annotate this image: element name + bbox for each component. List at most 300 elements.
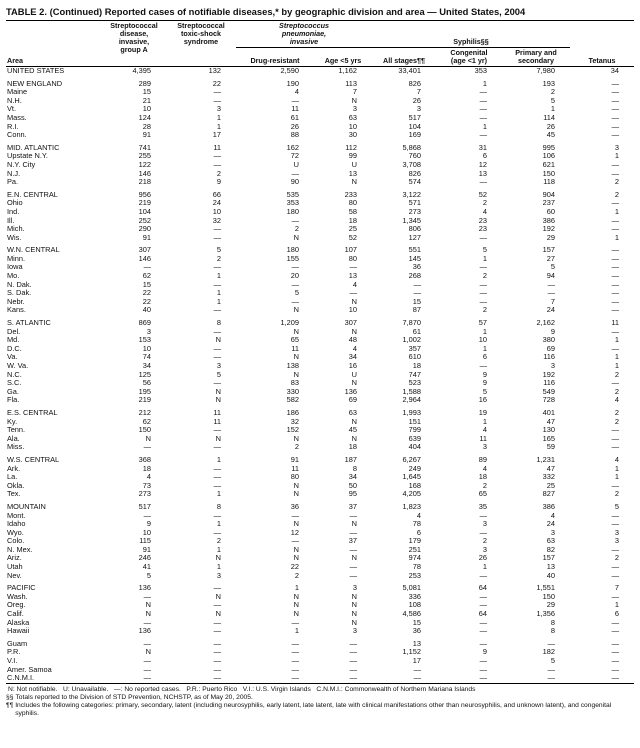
value-cell: 353	[286, 199, 299, 208]
value-cell: 1,231	[536, 455, 556, 464]
header-line: Streptococcal	[110, 21, 158, 30]
value-cell: 237	[542, 199, 556, 208]
value-cell: 18	[478, 473, 487, 482]
value-cell: —	[611, 481, 620, 490]
area-cell: Mo.	[7, 272, 20, 281]
value-cell: 125	[138, 370, 151, 379]
value-cell: 1	[216, 563, 221, 572]
value-cell: —	[143, 674, 151, 683]
value-cell: 1	[216, 289, 221, 298]
value-cell: 11	[291, 105, 299, 114]
value-cell: 1	[482, 563, 487, 572]
value-cell: 11	[213, 143, 221, 152]
area-cell: Wash.	[7, 592, 28, 601]
value-cell: 1	[614, 152, 620, 161]
value-cell: 64	[478, 584, 487, 593]
value-cell: —	[213, 584, 221, 593]
table-row	[6, 640, 634, 649]
header-drug-resistant: Drug-resistant	[236, 48, 314, 67]
value-cell: 799	[408, 426, 421, 435]
value-cell: 9	[216, 178, 221, 187]
area-cell: D.C.	[7, 344, 22, 353]
value-cell: 114	[543, 113, 556, 122]
area-cell: Iowa	[7, 263, 23, 272]
value-cell: 179	[408, 537, 421, 546]
value-cell: —	[213, 601, 221, 610]
value-cell: N	[351, 96, 357, 105]
value-cell: 146	[138, 169, 151, 178]
table-row	[6, 409, 634, 418]
value-cell: 2,162	[536, 319, 556, 328]
value-cell: 27	[546, 254, 556, 263]
value-cell: —	[611, 246, 620, 255]
value-cell: 150	[542, 169, 556, 178]
value-cell: —	[611, 199, 620, 208]
value-cell: —	[547, 639, 556, 648]
value-cell: —	[611, 79, 620, 88]
value-cell: 10	[142, 344, 151, 353]
area-cell: PACIFIC	[7, 584, 36, 593]
area-cell: MOUNTAIN	[7, 502, 46, 511]
value-cell: 63	[348, 113, 357, 122]
table-row	[6, 627, 634, 636]
value-cell: N	[293, 610, 299, 619]
value-cell: 8	[216, 319, 221, 328]
value-cell: 45	[546, 131, 556, 140]
value-cell: 10	[212, 207, 221, 216]
value-cell: 1	[294, 627, 299, 636]
notifiable-diseases-table	[6, 20, 634, 684]
value-cell: 386	[542, 502, 556, 511]
value-cell: 1,002	[402, 336, 421, 345]
value-cell: 3	[482, 545, 487, 554]
value-cell: —	[213, 327, 221, 336]
value-cell: 11	[291, 344, 299, 353]
area-cell: Tex.	[7, 490, 21, 499]
value-cell: 5	[550, 263, 556, 272]
value-cell: 8	[216, 502, 221, 511]
value-cell: 3	[614, 143, 620, 152]
value-cell: 1,209	[280, 319, 299, 328]
value-cell: —	[611, 289, 620, 298]
value-cell: 66	[212, 190, 221, 199]
table-row	[6, 473, 634, 482]
value-cell: —	[291, 657, 299, 665]
value-cell: 571	[408, 199, 421, 208]
value-cell: N	[293, 434, 299, 443]
value-cell: 523	[408, 379, 421, 388]
area-cell: NEW ENGLAND	[7, 79, 63, 88]
value-cell: —	[349, 639, 357, 648]
value-cell: 24	[212, 199, 221, 208]
value-cell: —	[547, 674, 556, 683]
value-cell: 157	[542, 246, 556, 255]
value-cell: 3	[614, 528, 620, 537]
value-cell: 5	[216, 246, 221, 255]
value-cell: 180	[286, 207, 299, 216]
value-cell: 74	[142, 353, 151, 362]
value-cell: 9	[482, 379, 487, 388]
value-cell: 574	[408, 178, 421, 187]
area-cell: Utah	[7, 563, 23, 572]
footnote-marker: §§	[6, 693, 14, 701]
value-cell: 728	[542, 396, 556, 405]
table-row	[6, 537, 634, 546]
value-cell: N	[293, 370, 299, 379]
value-cell: 37	[348, 537, 357, 546]
value-cell: —	[611, 225, 620, 234]
value-cell: 1	[614, 464, 620, 473]
area-cell: UNITED STATES	[7, 66, 65, 75]
value-cell: 13	[348, 169, 357, 178]
value-cell: 2	[482, 199, 487, 208]
table-row	[6, 178, 634, 187]
value-cell: N	[293, 554, 299, 563]
value-cell: 741	[138, 143, 151, 152]
value-cell: —	[291, 665, 299, 674]
value-cell: —	[349, 528, 357, 537]
value-cell: 91	[142, 233, 151, 242]
value-cell: 162	[286, 143, 299, 152]
value-cell: 253	[408, 571, 421, 580]
area-cell: Hawaii	[7, 627, 30, 636]
area-cell: Wis.	[7, 233, 22, 242]
value-cell: 2	[294, 443, 299, 452]
header-strep-toxic-shock	[166, 21, 236, 67]
value-cell: —	[479, 131, 487, 140]
header-line: toxic-shock	[181, 29, 221, 38]
table-row	[6, 234, 634, 243]
value-cell: N	[145, 648, 151, 657]
value-cell: 4,586	[402, 610, 421, 619]
area-cell: E.S. CENTRAL	[7, 408, 58, 417]
value-cell: 91	[142, 131, 151, 140]
table-row	[6, 161, 634, 170]
area-cell: Upstate N.Y.	[7, 152, 48, 161]
value-cell: 4	[550, 511, 556, 520]
value-cell: —	[213, 263, 221, 272]
header-line: Congenital	[450, 48, 488, 57]
value-cell: —	[611, 216, 620, 225]
area-cell: E.N. CENTRAL	[7, 190, 58, 199]
value-cell: 621	[542, 160, 556, 169]
footnote-text: Includes the following categories: primary, secondary, latent (including neurosyphilis, early latent, late latent, late with clinical manifestations other than neurosyphilis, and unknown latent), and congenital syphilis.	[15, 701, 614, 717]
area-cell: Ohio	[7, 199, 23, 208]
header-line: Streptococcus	[279, 21, 329, 30]
value-cell: 31	[478, 143, 487, 152]
value-cell: —	[213, 511, 221, 520]
footnote-abbreviations	[6, 686, 634, 694]
area-cell: Maine	[7, 88, 28, 97]
value-cell: —	[611, 592, 620, 601]
value-cell: 17	[412, 657, 421, 665]
value-cell: N	[215, 336, 221, 345]
value-cell: —	[611, 426, 620, 435]
value-cell: 8	[550, 627, 556, 636]
value-cell: —	[213, 639, 221, 648]
table-row	[6, 435, 634, 444]
value-cell: 13	[348, 272, 357, 281]
header-area: Area	[6, 21, 102, 67]
value-cell: 212	[138, 408, 151, 417]
value-cell: 2	[614, 370, 620, 379]
table-row	[6, 503, 634, 512]
value-cell: 2	[216, 169, 221, 178]
value-cell: 60	[546, 207, 556, 216]
value-cell: 1	[614, 336, 620, 345]
table-row	[6, 199, 634, 208]
header-line: invasive,	[118, 37, 150, 46]
value-cell: 252	[138, 216, 151, 225]
table-row	[6, 456, 634, 465]
value-cell: 47	[546, 417, 556, 426]
area-cell: Oreg.	[7, 601, 26, 610]
table-row	[6, 246, 634, 255]
value-cell: 94	[546, 272, 556, 281]
value-cell: 4	[614, 396, 620, 405]
value-cell: 65	[478, 490, 487, 499]
header-line: group A	[120, 45, 148, 54]
footnote-syphilis-totals	[6, 694, 634, 702]
value-cell: 3	[146, 327, 151, 336]
table-row	[6, 610, 634, 619]
table-row	[6, 289, 634, 298]
area-cell: Mass.	[7, 113, 27, 122]
value-cell: 401	[542, 408, 556, 417]
value-cell: 218	[138, 178, 151, 187]
value-cell: —	[479, 233, 487, 242]
value-cell: N	[293, 490, 299, 499]
area-cell: Del.	[7, 327, 21, 336]
value-cell: 37	[348, 502, 357, 511]
value-cell: 16	[348, 362, 357, 370]
value-cell: —	[291, 96, 299, 105]
value-cell: 219	[138, 396, 151, 405]
value-cell: —	[479, 96, 487, 105]
value-cell: 10	[478, 336, 487, 345]
value-cell: 15	[142, 88, 151, 97]
value-cell: 7,980	[536, 66, 556, 75]
value-cell: 26	[412, 96, 421, 105]
value-cell: 122	[138, 160, 151, 169]
value-cell: 827	[542, 490, 556, 499]
value-cell: 13	[412, 639, 421, 648]
value-cell: 5	[550, 657, 556, 665]
value-cell: 26	[478, 554, 487, 563]
value-cell: —	[611, 571, 620, 580]
table-row	[6, 362, 634, 371]
value-cell: —	[143, 443, 151, 452]
header-strep-group-a	[102, 21, 166, 67]
value-cell: 1	[216, 113, 221, 122]
value-cell: —	[213, 481, 221, 490]
value-cell: —	[611, 297, 620, 306]
value-cell: 4	[352, 280, 357, 289]
value-cell: 7	[614, 584, 620, 593]
value-cell: 187	[344, 455, 357, 464]
value-cell: 1	[614, 601, 620, 610]
value-cell: 5	[614, 502, 620, 511]
value-cell: —	[213, 657, 221, 665]
value-cell: 273	[408, 207, 421, 216]
value-cell: 25	[348, 225, 357, 234]
value-cell: 36	[412, 263, 421, 272]
value-cell: 63	[546, 537, 556, 546]
table-row	[6, 170, 634, 179]
value-cell: 11	[291, 464, 299, 473]
value-cell: 1	[614, 353, 620, 362]
value-cell: —	[611, 272, 620, 281]
value-cell: 1	[216, 545, 221, 554]
value-cell: N	[215, 610, 221, 619]
area-cell: Ala.	[7, 434, 20, 443]
value-cell: N	[351, 178, 357, 187]
value-cell: 760	[408, 152, 421, 161]
value-cell: 22	[142, 297, 151, 306]
value-cell: 23	[478, 225, 487, 234]
value-cell: —	[291, 639, 299, 648]
value-cell: 64	[478, 610, 487, 619]
table-row	[6, 144, 634, 153]
table-row	[6, 563, 634, 572]
value-cell: 4	[614, 455, 620, 464]
value-cell: 15	[142, 280, 151, 289]
area-cell: Ga.	[7, 387, 19, 396]
value-cell: 33,401	[398, 66, 421, 75]
value-cell: 268	[408, 272, 421, 281]
value-cell: N	[351, 417, 357, 426]
value-cell: 610	[408, 353, 421, 362]
area-cell: Ky.	[7, 417, 18, 426]
area-cell: N.H.	[7, 96, 22, 105]
value-cell: 34	[348, 473, 357, 482]
value-cell: N	[215, 592, 221, 601]
area-cell: Ill.	[7, 216, 15, 225]
area-cell: C.N.M.I.	[7, 674, 35, 683]
value-cell: 517	[408, 113, 421, 122]
value-cell: 12	[290, 528, 299, 537]
value-cell: 73	[142, 481, 151, 490]
value-cell: 89	[478, 455, 487, 464]
value-cell: N	[293, 601, 299, 610]
table-row	[6, 601, 634, 610]
value-cell: —	[611, 618, 620, 627]
table-row	[6, 152, 634, 161]
value-cell: 78	[412, 563, 421, 572]
area-cell: Alaska	[7, 618, 30, 627]
area-cell: Pa.	[7, 178, 19, 187]
value-cell: —	[213, 426, 221, 435]
area-cell: Nebr.	[7, 297, 25, 306]
value-cell: 2	[614, 417, 620, 426]
value-cell: —	[611, 627, 620, 636]
value-cell: —	[213, 464, 221, 473]
value-cell: —	[213, 344, 221, 353]
value-cell: 107	[344, 246, 357, 255]
table-row	[6, 88, 634, 97]
table-row	[6, 482, 634, 491]
value-cell: —	[611, 122, 620, 131]
value-cell: 2	[614, 190, 620, 199]
value-cell: 36	[412, 627, 421, 636]
value-cell: U	[293, 160, 299, 169]
value-cell: —	[349, 657, 357, 665]
value-cell: —	[349, 648, 357, 657]
area-cell: Ind.	[7, 207, 20, 216]
value-cell: —	[213, 88, 221, 97]
value-cell: 5,868	[402, 143, 421, 152]
table-row	[6, 131, 634, 140]
table-row	[6, 657, 634, 666]
value-cell: 582	[286, 396, 299, 405]
area-cell: N. Mex.	[7, 545, 33, 554]
value-cell: —	[611, 639, 620, 648]
value-cell: 806	[408, 225, 421, 234]
value-cell: 5,081	[402, 584, 421, 593]
footnotes	[6, 686, 634, 718]
value-cell: 2	[294, 571, 299, 580]
header-line: syndrome	[183, 37, 219, 46]
value-cell: 6	[416, 528, 421, 537]
value-cell: —	[611, 443, 620, 452]
value-cell: —	[479, 511, 487, 520]
value-cell: 307	[344, 319, 357, 328]
value-cell: 251	[408, 545, 421, 554]
value-cell: 3,708	[402, 160, 421, 169]
value-cell: N	[351, 297, 357, 306]
value-cell: —	[291, 169, 299, 178]
value-cell: 1	[216, 297, 221, 306]
value-cell: 130	[542, 426, 556, 435]
value-cell: —	[611, 131, 620, 140]
value-cell: N	[145, 610, 151, 619]
table-row	[6, 345, 634, 354]
value-cell: —	[213, 152, 221, 161]
table-row	[6, 80, 634, 89]
value-cell: 3	[550, 362, 556, 370]
value-cell: —	[213, 379, 221, 388]
value-cell: 2	[614, 408, 620, 417]
value-cell: 336	[408, 592, 421, 601]
value-cell: 112	[345, 143, 357, 152]
value-cell: 1,588	[402, 387, 421, 396]
value-cell: 1	[482, 327, 487, 336]
value-cell: N	[351, 618, 357, 627]
area-cell: Wyo.	[7, 528, 24, 537]
value-cell: 3,122	[402, 190, 421, 199]
value-cell: —	[611, 263, 620, 272]
value-cell: N	[351, 592, 357, 601]
value-cell: —	[479, 657, 487, 665]
value-cell: —	[349, 665, 357, 674]
value-cell: —	[479, 674, 487, 683]
value-cell: 18	[348, 216, 357, 225]
table-row	[6, 388, 634, 397]
value-cell: 56	[142, 379, 151, 388]
table-row	[6, 328, 634, 337]
value-cell: 104	[408, 122, 421, 131]
value-cell: —	[611, 160, 620, 169]
value-cell: 517	[138, 502, 151, 511]
header-congenital	[436, 48, 502, 67]
table-row	[6, 418, 634, 427]
table-body	[6, 67, 634, 684]
value-cell: 974	[408, 554, 421, 563]
value-cell: 113	[345, 79, 357, 88]
header-line: Primary and	[515, 48, 557, 57]
value-cell: 1,345	[402, 216, 421, 225]
value-cell: 32	[212, 216, 221, 225]
